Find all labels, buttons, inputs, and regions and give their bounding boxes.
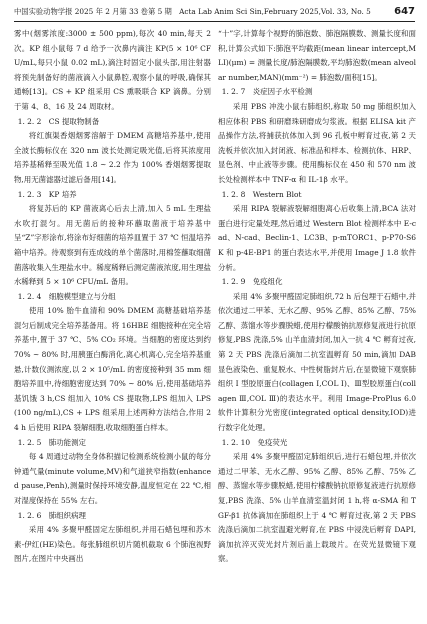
paragraph-immunohistochemistry: 采用 4% 多聚甲醛固定肺组织,72 h 后包埋于石蜡中,并依次通过二甲苯、无水乙醇、95% 乙醇、85% 乙醇、75% 乙醇、蒸馏水等步骤脱蜡,使用柠檬酸钠抗原修复液进行抗原修复,PBS 洗涤,5% 山羊血清封闭,加入一抗 4 ℃ 孵育过夜,第 2 天 PBS 洗涤后滴加二抗室温孵育 50 min,滴加 DAB 显色液染色、重复脱水、中性树脂封片后,在显微镜下观察肺组织 Ⅰ 型胶原蛋白(collagen Ⅰ,COL Ⅰ)、Ⅲ型胶原蛋白(collagen Ⅲ,COL Ⅲ)的表达水平。利用 Image-ProPlus 6.0 软件计算积分光密度(integrated optical density,IOD)进行数字化处理。 [218, 291, 416, 433]
right-column [218, 27, 416, 567]
heading-immunohistochemistry: 1. 2. 9 免疫组化 [221, 277, 283, 287]
running-header [14, 5, 415, 22]
page-number: 647 [394, 6, 415, 17]
journal-citation: 中国实验动物学报 2025 年 2 月第 33 卷第 5 期 Acta Lab Anim Sci Sin,February 2025,Vol. 33, No. 5 [14, 7, 371, 16]
paragraph-lung-pathology: 采用 4% 多聚甲醛固定左肺组织,并用石蜡包埋和苏木素-伊红(HE)染色。每张肺组织切片随机截取 6 个肺泡视野图片,在图片中央画出 [14, 525, 211, 564]
heading-cs-extract: 1. 2. 2 CS 提取物制备 [17, 116, 100, 126]
left-column [14, 27, 211, 567]
heading-immunofluorescence: 1. 2. 10 免疫荧光 [221, 437, 288, 447]
paragraph-cs-extract: 将红旗渠香烟烟雾溶解于 DMEM 高糖培养基中,使用全波长酶标仪在 320 nm 波长处测定吸光值,后将其浓度用培养基稀释至吸光值 1.8 ~ 2.2 作为 100% 香烟烟雾提取物,用无菌滤器过滤后备用[14]。 [14, 131, 211, 184]
heading-lung-pathology: 1. 2. 6 肺组织病理 [17, 510, 86, 520]
heading-lung-function: 1. 2. 5 肺功能测定 [17, 437, 86, 447]
heading-inflammatory-factors: 1. 2. 7 炎症因子水平检测 [221, 87, 313, 97]
paragraph-western-blot: 采用 RIPA 裂解液裂解细胞离心后收集上清,BCA 法对蛋白进行定量处理,然后通过 Western Blot 检测样本中 E-cad、N-cad、Beclin-1、LC3B、p-mTORC1、p-P70-S6K 和 p-4E-BP1 的蛋白表达水平,并使用 Image J 1.8 软件分析。 [218, 204, 416, 272]
paragraph-immunofluorescence: 采用 4% 多聚甲醛固定肺组织后,进行石蜡包埋,并依次通过二甲苯、无水乙醇、95% 乙醇、85% 乙醇、75% 乙醇、蒸馏水等步骤脱蜡,使用柠檬酸钠抗原修复液进行抗原修复,PBS 洗涤、5% 山羊血清室温封闭 1 h,将 α-SMA 和 TGF-β1 抗体滴加在肺组织上于 4 ℃ 孵育过夜,第 2 天 PBS 洗涤后滴加二抗室温避光孵育,在 PBS 中浸洗后孵育 DAPI,滴加抗淬灭荧光封片剂后盖上载玻片。在荧光显微镜下观察。 [218, 452, 416, 564]
paragraph-mli-formula: “十”字,计算每个视野的肺泡数、肺泡隔膜数、测量长度和面积,计算公式如下:肺泡平均截距(mean linear intercept,MLI)(μm) = 测量长度/肺泡隔膜数,平均肺泡数(mean alveolar number,MAN)(mm⁻²) = 肺泡数/面积[15]。 [218, 29, 416, 82]
paragraph-kp-culture: 将复苏后的 KP 菌液离心后去上清,加入 5 mL 生理盐水吹打混匀。用无菌后的接种环蘸取菌液于培养基中呈“Z”字形涂布,将涂布好细菌的培养皿置于 37 ℃ 恒温培养箱中培养。待观察到有连成线的单个菌落时,用棉签蘸取细菌菌落收集入生理盐水中。稀度稀释后测定菌液浓度,用生理盐水稀释到 5 × 10⁶ CFU/mL 备用。 [14, 204, 211, 287]
heading-western-blot: 1. 2. 8 Western Blot [221, 189, 302, 199]
paragraph-animal-modeling: 雾中(烟雾浓度:3000 ± 500 ppm),每次 40 min,每天 2 次。KP 组小鼠每 7 d 给予一次鼻内滴注 KP(5 × 10⁶ CFU/mL,每只小鼠 0.02 mL),滴注时固定小鼠头部,用注射器将预先制备好的菌液滴入小鼠鼻腔,观察小鼠的呼吸,确保其通畅[13]。CS + KP 组采用 CS 熏吸联合 KP 滴鼻。分别于第 4、8、16 及 24 周取材。 [14, 29, 211, 111]
paragraph-cell-model: 使用 10% 胎牛血清和 90% DMEM 高糖基础培养基混匀后制成完全培养基备用。将 16HBE 细胞接种在完全培养基中,置于 37 ℃、5% CO₂ 环境。当细胞的密度达到约 70% ~ 80% 时,用胰蛋白酶消化,离心机离心,完全培养基重悬,计数仪测浓度,以 2 × 10⁵/mL 的密度接种到 35 mm 细胞培养皿中,待细胞密度达到 70% ~ 80% 后,使用基础培养基饥饿 3 h,CS 组加入 10% CS 提取物,LPS 组加入 LPS(100 ng/mL),CS + LPS 组采用上述两种方法结合,作用 24 h 后使用 RIPA 裂解细胞,收取细胞蛋白样本。 [14, 306, 211, 433]
paragraph-lung-function: 每 4 周通过动物全身体积描记检测系统检测小鼠的每分钟通气量(minute volume,MV)和气道狭窄指数(enhanced pause,Penh),测量时保持环境安静,温度恒定在 22 ℃,相对湿度保持在 55% 左右。 [14, 452, 211, 505]
heading-cell-model: 1. 2. 4 细胞模型建立与分组 [17, 291, 116, 301]
paragraph-inflammatory-factors: 采用 PBS 冲洗小鼠右肺组织,称取 50 mg 肺组织加入相应体积 PBS 和研磨珠研磨成匀浆液。根据 ELISA kit 产品操作方法,将捕获抗体加入到 96 孔板中孵育过夜,第 2 天洗板并依次加入封闭液、标准品和样本、检测抗体、HRP、显色剂、中止液等步骤。使用酶标仪在 450 和 570 nm 波长处检测样本中 TNF-α 和 IL-1β 水平。 [218, 101, 416, 184]
heading-kp-culture: 1. 2. 3 KP 培养 [17, 189, 77, 199]
